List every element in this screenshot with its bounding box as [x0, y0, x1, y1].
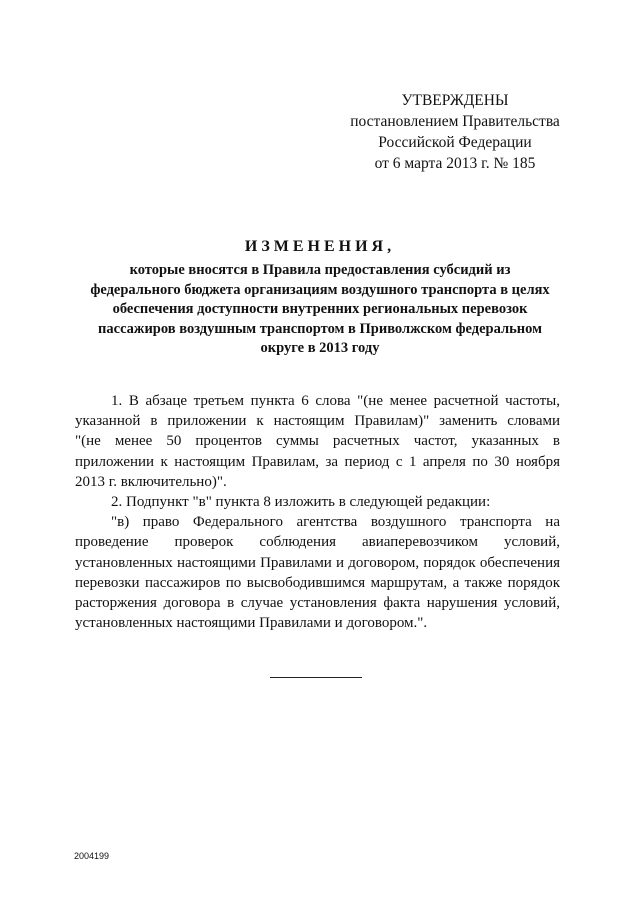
- paragraph-line: 2. Подпункт "в" пункта 8 изложить в следующей редакции:: [111, 494, 491, 511]
- document-body: [75, 391, 560, 633]
- paragraph-line: приложении к настоящим Правилам, за период с 1 апреля по 30 ноября: [75, 453, 560, 470]
- subtitle-line: пассажиров воздушным транспортом в Приволжском федеральном: [98, 320, 542, 337]
- quoted-paragraph-line: перевозки пассажиров по высвободившимся маршрутам, а также порядок: [75, 574, 560, 591]
- quoted-paragraph-line: расторжения договора в случае установления факта нарушения условий,: [75, 595, 560, 612]
- document-subtitle: [70, 261, 570, 359]
- approval-line: Российской Федерации: [378, 134, 532, 151]
- approval-date: от 6 марта 2013 г. № 185: [374, 155, 536, 172]
- document-title: ИЗМЕНЕНИЯ,: [244, 238, 396, 255]
- quoted-paragraph-line: "в) право Федерального агентства воздушного транспорта на: [111, 514, 560, 531]
- paragraph-line: "(не менее 50 процентов суммы расчетных частот, указанных в: [75, 433, 560, 450]
- quoted-paragraph-line: проведение проверок соблюдения авиаперевозчиком условий,: [75, 534, 560, 551]
- paragraph-line: 1. В абзаце третьем пункта 6 слова "(не менее расчетной частоты,: [111, 393, 560, 409]
- paragraph-line: 2013 г. включительно)".: [75, 473, 227, 490]
- subtitle-line: федерального бюджета организациям воздушного транспорта в целях: [90, 281, 550, 298]
- approval-block: [340, 90, 570, 174]
- document-code: 2004199: [74, 851, 110, 861]
- subtitle-line: округе в 2013 году: [260, 340, 380, 356]
- subtitle-line: обеспечения доступности внутренних региональных перевозок: [112, 301, 528, 317]
- approval-line: постановлением Правительства: [350, 113, 560, 130]
- quoted-paragraph-line: установленных настоящими Правилами и договором.".: [75, 615, 428, 632]
- subtitle-line: которые вносятся в Правила предоставления субсидий из: [129, 262, 511, 278]
- quoted-paragraph-line: установленных настоящими Правилами и договором, порядок обеспечения: [75, 554, 560, 571]
- approval-heading: УТВЕРЖДЕНЫ: [401, 92, 509, 109]
- end-divider: [270, 677, 362, 678]
- paragraph-line: указанной в приложении к настоящим Правилам)" заменить словами: [75, 413, 560, 430]
